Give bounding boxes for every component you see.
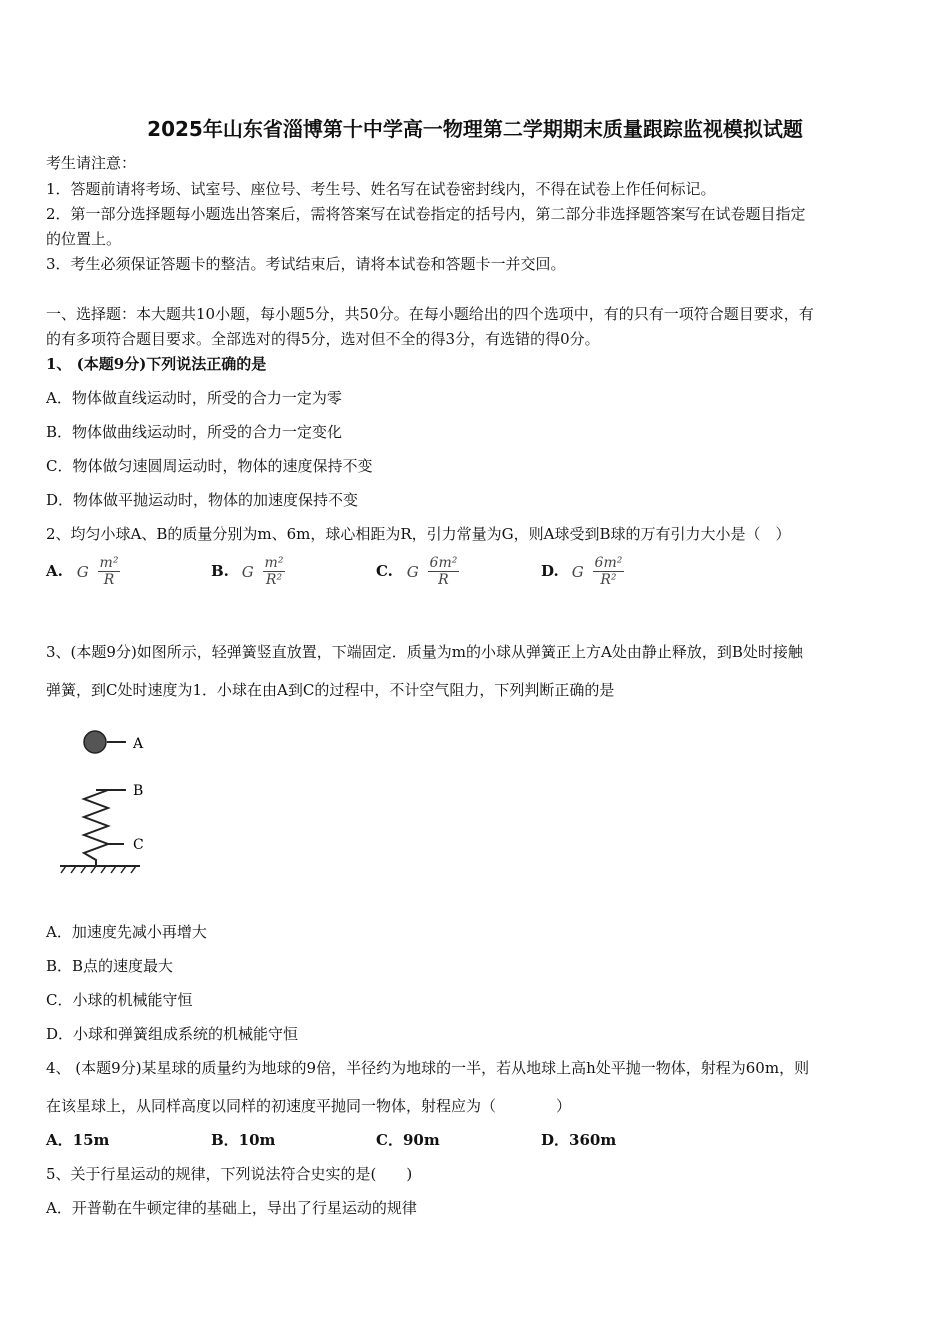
fraction-denominator: R² [600, 572, 617, 588]
question-3-option: B．B点的速度最大 [46, 957, 174, 975]
question-1-option: D．物体做平抛运动时，物体的加速度保持不变 [46, 491, 359, 509]
question-4-option: C．90m [376, 1131, 440, 1149]
question-2-option [376, 555, 459, 588]
notice-heading: 考生请注意： [46, 154, 137, 172]
question-2-stem: 2、均匀小球A、B的质量分别为m、6m，球心相距为R，引力常量为G，则A球受到B球的万有引力大小是（ ） [46, 525, 791, 543]
ball-icon [84, 731, 106, 753]
formula-fraction [593, 555, 625, 588]
question-4-option: A．15m [46, 1131, 110, 1149]
question-3-stem: 3、(本题9分)如图所示，轻弹簧竖直放置，下端固定．质量为m的小球从弹簧正上方A处由静止释放，到B处时接触 [46, 643, 803, 661]
figure-label-b: B [133, 783, 144, 799]
option-label: D. [541, 561, 559, 580]
page-title: 2025年山东省淄博第十中学高一物理第二学期期末质量跟踪监视模拟试题 [147, 117, 803, 141]
option-label: B. [211, 561, 229, 580]
spring-ball-figure [56, 720, 166, 880]
notice-item: 2．第一部分选择题每小题选出答案后，需将答案写在试卷指定的括号内，第二部分非选择题答案写在试卷题目指定 [46, 205, 806, 223]
question-1-option: A．物体做直线运动时，所受的合力一定为零 [46, 389, 342, 407]
question-5-stem: 5、关于行星运动的规律，下列说法符合史实的是( ) [46, 1165, 413, 1183]
question-3-stem: 弹簧，到C处时速度为1．小球在由A到C的过程中，不计空气阻力，下列判断正确的是 [46, 681, 615, 699]
question-4-option: B．10m [211, 1131, 276, 1149]
formula-fraction [263, 555, 286, 588]
fraction-denominator: R [103, 572, 115, 588]
gravity-constant: G [406, 562, 419, 581]
question-3-option: A．加速度先减小再增大 [46, 923, 207, 941]
question-4-stem: 在该星球上，从同样高度以同样的初速度平抛同一物体，射程应为（ ） [46, 1097, 572, 1115]
fraction-numerator: 6m² [594, 555, 623, 571]
question-3-option: C．小球的机械能守恒 [46, 991, 193, 1009]
fraction-denominator: R [438, 572, 449, 588]
question-2-option [46, 555, 120, 588]
formula-fraction [428, 555, 460, 588]
section-intro: 一、选择题：本大题共10小题，每小题5分，共50分。在每小题给出的四个选项中，有的只有一项符合题目要求，有 [46, 305, 814, 323]
option-label: C. [376, 561, 393, 580]
formula-fraction [98, 555, 121, 588]
gravity-constant: G [241, 562, 254, 581]
figure-label-a: A [133, 736, 144, 752]
question-4-option: D．360m [541, 1131, 617, 1149]
gravity-constant: G [76, 562, 89, 581]
question-5-option: A．开普勒在牛顿定律的基础上，导出了行星运动的规律 [46, 1199, 417, 1217]
question-1-stem: 1、 (本题9分)下列说法正确的是 [46, 355, 267, 373]
spring-icon [84, 790, 108, 866]
ground-icon [60, 866, 140, 873]
question-4-stem: 4、 (本题9分)某星球的质量约为地球的9倍，半径约为地球的一半，若从地球上高h处平抛一物体，射程为60m，则 [46, 1059, 810, 1077]
notice-item: 1．答题前请将考场、试室号、座位号、考生号、姓名写在试卷密封线内，不得在试卷上作任何标记。 [46, 180, 716, 198]
question-1-option: B．物体做曲线运动时，所受的合力一定变化 [46, 423, 343, 441]
question-3-option: D．小球和弹簧组成系统的机械能守恒 [46, 1025, 299, 1043]
section-intro: 的有多项符合题目要求。全部选对的得5分，选对但不全的得3分，有选错的得0分。 [46, 330, 600, 348]
notice-item: 3．考生必须保证答题卡的整洁。考试结束后，请将本试卷和答题卡一并交回。 [46, 255, 566, 273]
fraction-numerator: 6m² [429, 555, 458, 571]
figure-label-c: C [133, 837, 144, 853]
option-label: A. [46, 561, 63, 580]
question-2-option [541, 555, 624, 588]
notice-item: 的位置上。 [46, 230, 122, 248]
question-2-option [211, 555, 285, 588]
fraction-denominator: R² [265, 572, 283, 588]
fraction-numerator: m² [99, 555, 119, 571]
gravity-constant: G [571, 562, 584, 581]
fraction-numerator: m² [264, 555, 284, 571]
question-1-option: C．物体做匀速圆周运动时，物体的速度保持不变 [46, 457, 373, 475]
